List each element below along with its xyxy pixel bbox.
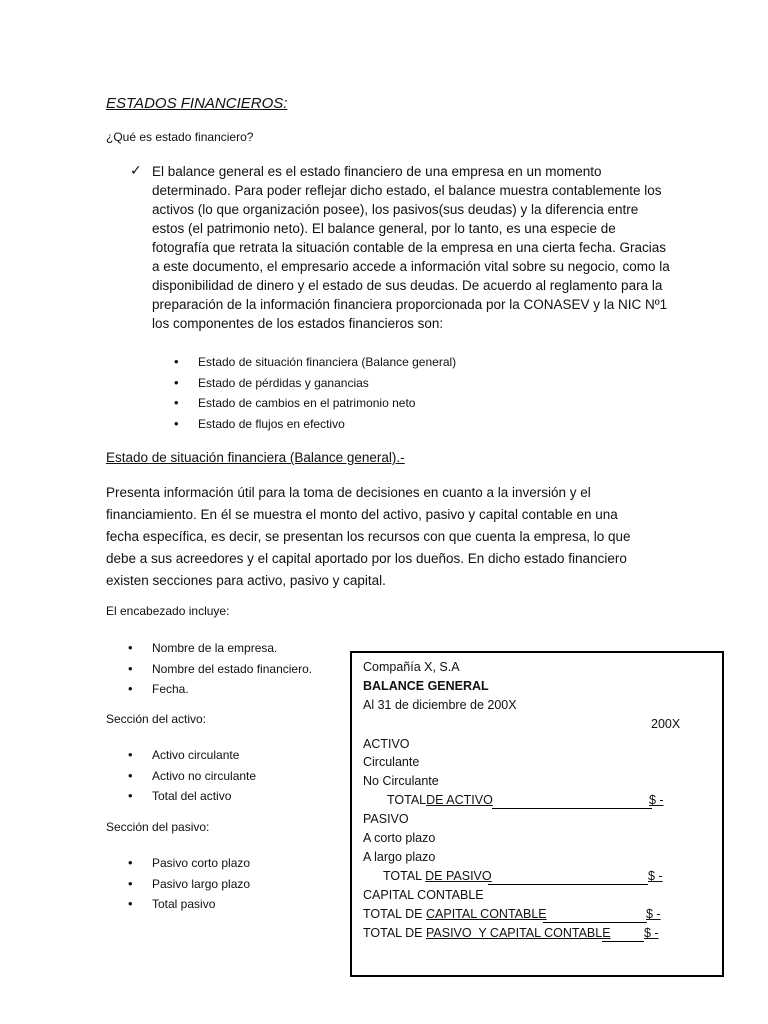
list-item: • Nombre de la empresa.: [128, 638, 312, 659]
company-name: Compañía X, S.A: [363, 660, 460, 674]
total-de-prefix: TOTAL DE: [363, 926, 423, 940]
list-item: • Estado de cambios en el patrimonio neto: [174, 393, 456, 414]
underline-rule: [492, 808, 652, 809]
list-item: • Fecha.: [128, 679, 312, 700]
total-pasivo-amount: $ -: [648, 869, 663, 883]
list-item: • Estado de situación financiera (Balance general): [174, 352, 456, 373]
no-circulante-label: No Circulante: [363, 774, 439, 788]
total-capital-row: [363, 907, 547, 921]
statement-date: Al 31 de diciembre de 200X: [363, 698, 517, 712]
list-item: • Total pasivo: [128, 894, 250, 915]
section-heading: Estado de situación financiera (Balance general).-: [106, 450, 405, 465]
total-capital-amount: $ -: [646, 907, 661, 921]
total-prefix: TOTAL: [383, 869, 422, 883]
list-item: • Pasivo largo plazo: [128, 874, 250, 895]
question-heading: ¿Qué es estado financiero?: [106, 130, 254, 144]
total-pasivo-capital-amount: $ -: [644, 926, 659, 940]
definition-text: El balance general es el estado financiero de una empresa en un momento determinado. Para poder reflejar dicho estado, el balance muestra contablemente los activos (lo que organización posee), los pasivos(sus deudas) y la diferencia entre estos (el patrimonio neto). El balance general, por lo tanto, es una especie de fotografía que retrata la situación contable de la empresa en una cierta fecha. Gracias a este documento, el empresario accede a información vital sobre su negocio, como la disponibilidad de dinero y el estado de sus deudas. De acuerdo al reglamento para la preparación de la información financiera proporcionada por la CONASEV y la NIC Nº1 los componentes de los estados financieros son:: [152, 164, 670, 331]
underline-rule: [488, 884, 648, 885]
pasivo-heading: Sección del pasivo:: [106, 820, 210, 834]
corto-plazo-label: A corto plazo: [363, 831, 436, 845]
pasivo-label: PASIVO: [363, 812, 409, 826]
total-activo-label: DE ACTIVO: [426, 793, 493, 807]
underline-rule: [543, 922, 647, 923]
year-column-header: 200X: [651, 717, 681, 731]
capital-contable-label: CAPITAL CONTABLE: [363, 888, 484, 902]
section-paragraph: Presenta información útil para la toma de decisiones en cuanto a la inversión y el financiamiento. En él se muestra el monto del activo, pasivo y capital contable en una fecha específica, es decir, se presentan los recursos con que cuenta la empresa, lo que debe a sus acreedores y el capital aportado por los dueños. En dicho estado financiero existen secciones para activo, pasivo y capital.: [106, 485, 631, 588]
activo-label: ACTIVO: [363, 737, 410, 751]
total-activo-amount: $ -: [649, 793, 664, 807]
activo-list: [128, 745, 256, 807]
page-title: ESTADOS FINANCIEROS:: [106, 95, 288, 112]
list-item: • Activo no circulante: [128, 766, 256, 787]
statement-name: BALANCE GENERAL: [363, 679, 489, 693]
list-item: • Activo circulante: [128, 745, 256, 766]
list-item: • Nombre del estado financiero.: [128, 659, 312, 680]
total-prefix: TOTAL: [387, 793, 427, 807]
total-activo-row: [387, 793, 493, 807]
total-pasivo-row: [383, 869, 492, 883]
balance-sheet-box: [350, 651, 724, 977]
underline-rule: [602, 941, 644, 942]
list-item: • Estado de flujos en efectivo: [174, 414, 456, 435]
pasivo-list: [128, 853, 250, 915]
checkmark-icon: ✓: [130, 162, 142, 178]
total-de-prefix: TOTAL DE: [363, 907, 423, 921]
total-capital-label: CAPITAL CONTABLE: [426, 907, 547, 921]
list-item: • Pasivo corto plazo: [128, 853, 250, 874]
list-item: • Total del activo: [128, 786, 256, 807]
activo-heading: Sección del activo:: [106, 712, 207, 726]
components-list: [174, 352, 456, 434]
encabezado-list: [128, 638, 312, 700]
circulante-label: Circulante: [363, 755, 420, 769]
total-pasivo-label: DE PASIVO: [425, 869, 492, 883]
encabezado-heading: El encabezado incluye:: [106, 604, 230, 618]
total-pasivo-capital-label: PASIVO Y CAPITAL CONTABLE: [426, 926, 611, 940]
total-pasivo-capital-row: [363, 926, 611, 940]
largo-plazo-label: A largo plazo: [363, 850, 436, 864]
list-item: • Estado de pérdidas y ganancias: [174, 373, 456, 394]
